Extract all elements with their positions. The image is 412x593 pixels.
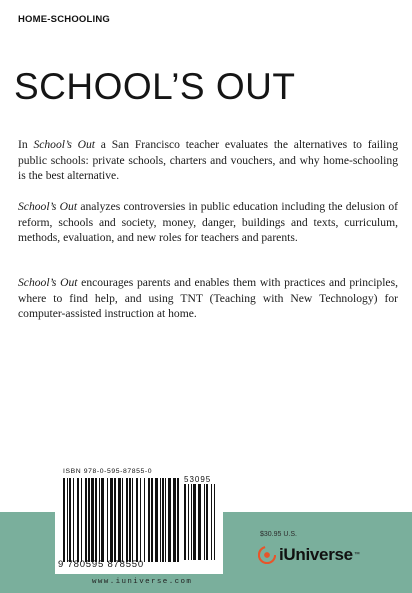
barcode-bar xyxy=(91,478,94,562)
barcode-bar xyxy=(144,478,145,562)
barcode-bar xyxy=(67,478,68,562)
iuniverse-swirl-icon xyxy=(258,546,276,564)
barcode-bar xyxy=(198,484,201,560)
barcode-bar xyxy=(204,484,205,560)
isbn-label: ISBN 978-0-595-87855-0 xyxy=(63,468,153,475)
barcode-bar xyxy=(85,478,87,562)
barcode-bar xyxy=(160,478,161,562)
barcode-supplement-number: 53095 xyxy=(184,475,212,484)
barcode-bar xyxy=(193,484,196,560)
ean-digits: 9 780595 878550 xyxy=(58,559,144,570)
barcode-bar xyxy=(168,478,171,562)
book-title-italic: School’s Out xyxy=(18,276,78,289)
barcode-bar xyxy=(126,478,128,562)
barcode-bar xyxy=(107,478,108,562)
book-title-italic: School’s Out xyxy=(18,200,78,213)
barcode-bar xyxy=(110,478,113,562)
barcode-panel xyxy=(55,464,223,574)
barcode-bar xyxy=(140,478,141,562)
barcode-bar xyxy=(136,478,138,562)
barcode-bar xyxy=(162,478,164,562)
barcode-bar xyxy=(81,478,82,562)
barcode-bar xyxy=(101,478,104,562)
barcode-bar xyxy=(114,478,116,562)
barcode-bar xyxy=(73,478,74,562)
barcode-supplement xyxy=(184,484,218,560)
barcode-bar xyxy=(155,478,158,562)
barcode-bar xyxy=(69,478,71,562)
price-label: $30.95 U.S. xyxy=(260,531,297,538)
publisher-website: www.iuniverse.com xyxy=(92,578,193,586)
barcode-bar xyxy=(63,478,65,562)
barcode-bar xyxy=(191,484,192,560)
book-title-italic: School’s Out xyxy=(33,138,96,151)
barcode-bar xyxy=(132,478,133,562)
barcode-bar xyxy=(184,484,186,560)
barcode-bar xyxy=(95,478,97,562)
publisher-name: iUniverse xyxy=(279,545,353,564)
barcode-bar xyxy=(148,478,150,562)
barcode-bar xyxy=(129,478,131,562)
barcode-bar xyxy=(88,478,90,562)
barcode-bar xyxy=(77,478,79,562)
barcode-bar xyxy=(188,484,189,560)
trademark-symbol: ™ xyxy=(353,552,360,558)
barcode-main xyxy=(63,478,181,562)
barcode-bar xyxy=(122,478,123,562)
description-paragraph-1: In School’s Out a San Francisco teacher evaluates the alternatives to failing public schools: private schools, charters and vouchers, and why home-schooling is the best alternative. xyxy=(18,138,398,183)
barcode-bar xyxy=(118,478,121,562)
description-paragraph-3: School’s Out encourages parents and enables them with practices and principles, where to find help, and using TNT (Teaching with New Technology) for computer-assisted instruction at home. xyxy=(18,276,398,321)
barcode-bar xyxy=(211,484,212,560)
barcode-bar xyxy=(165,478,166,562)
barcode-bar xyxy=(214,484,215,560)
barcode-bar xyxy=(151,478,153,562)
book-title: SCHOOL’S OUT xyxy=(14,66,296,107)
publisher-logo xyxy=(258,544,360,566)
barcode-bar xyxy=(173,478,176,562)
barcode-bar xyxy=(206,484,208,560)
barcode-bar xyxy=(177,478,179,562)
category-label: HOME-SCHOOLING xyxy=(18,14,110,25)
barcode-bar xyxy=(99,478,100,562)
description-paragraph-2: School’s Out analyzes controversies in public education including the delusion of reform, schools and society, money, danger, buildings and texts, curriculum, methods, evaluation, and new roles for teachers and parents. xyxy=(18,200,398,245)
